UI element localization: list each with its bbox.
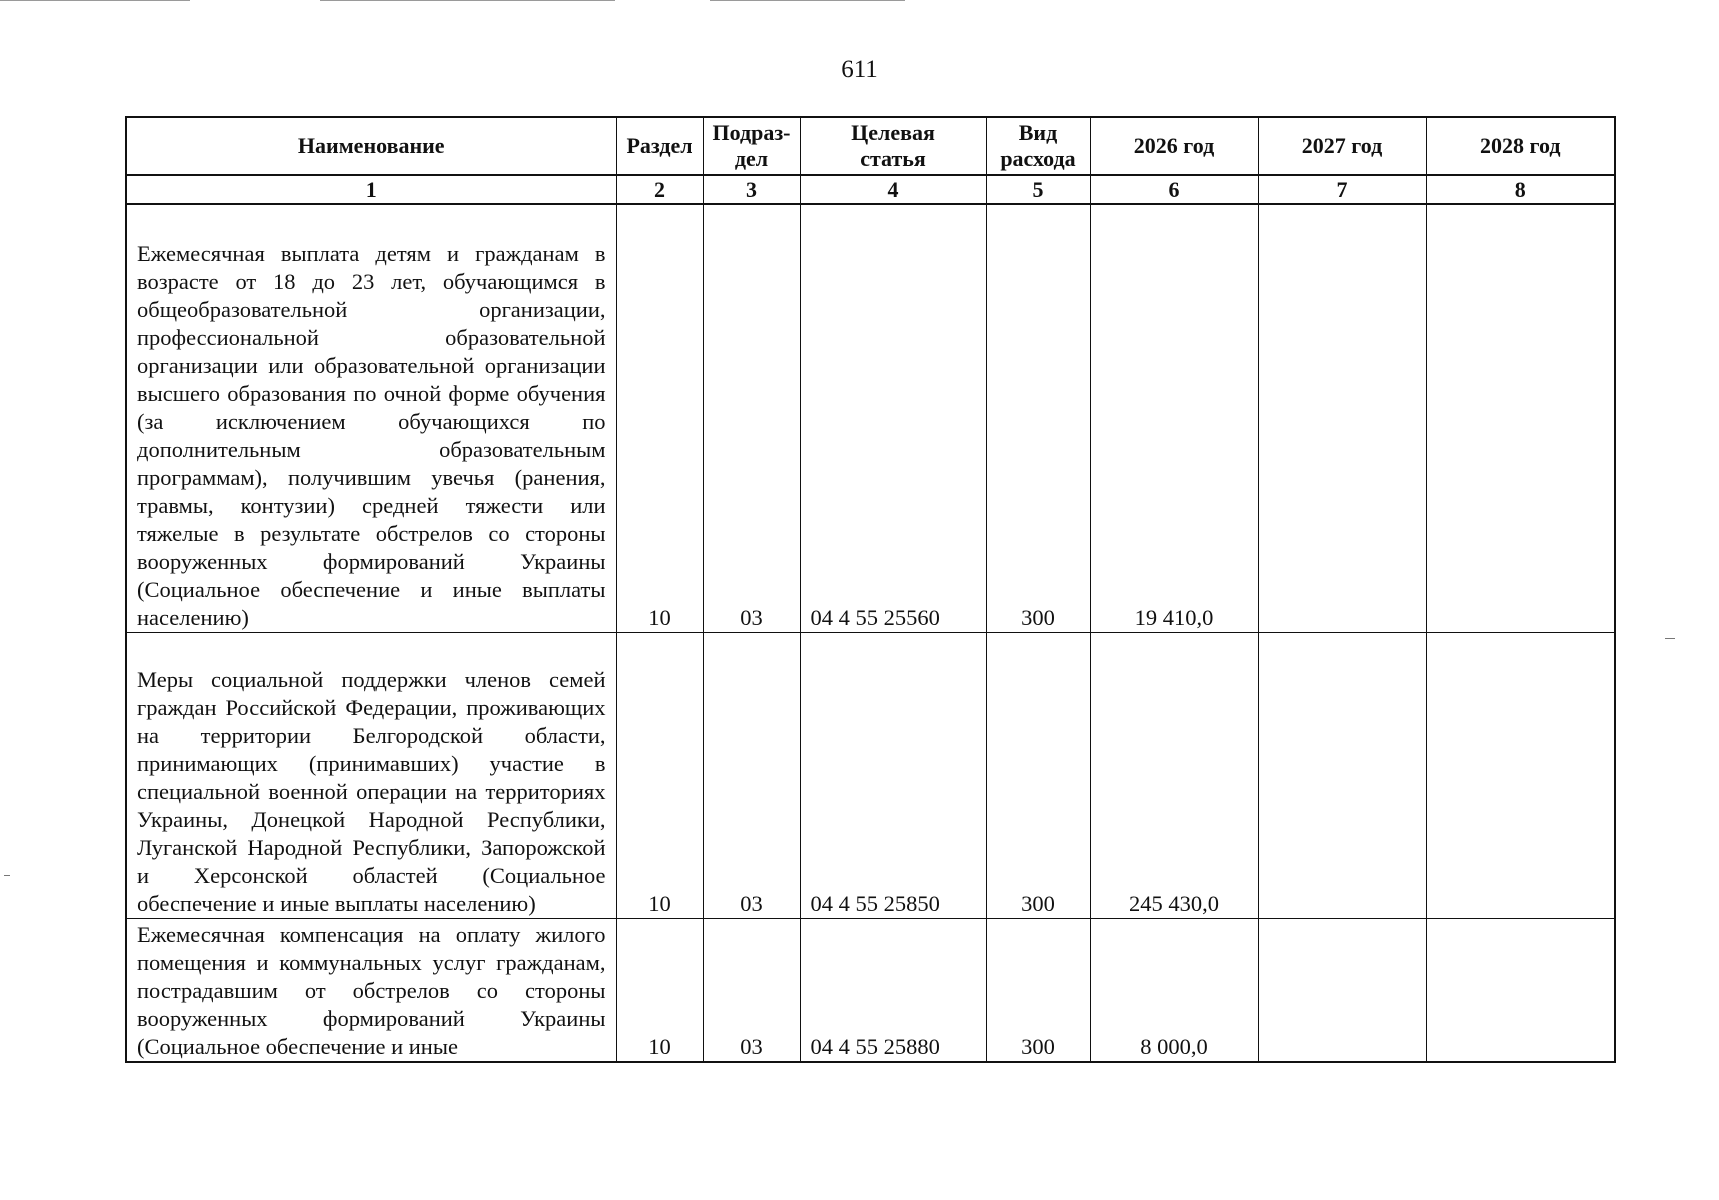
row-section: 10 bbox=[616, 204, 703, 632]
table-row bbox=[126, 918, 1615, 1062]
column-number: 7 bbox=[1258, 175, 1426, 204]
row-year-2026: 19 410,0 bbox=[1090, 204, 1258, 632]
column-number: 8 bbox=[1426, 175, 1615, 204]
header-year-2027: 2027 год bbox=[1258, 117, 1426, 175]
column-number: 2 bbox=[616, 175, 703, 204]
column-number: 6 bbox=[1090, 175, 1258, 204]
table-header-row bbox=[126, 117, 1615, 175]
row-section: 10 bbox=[616, 632, 703, 918]
header-expense-type: Вид расхода bbox=[986, 117, 1090, 175]
header-target-article: Целевая статья bbox=[800, 117, 986, 175]
row-expense-type: 300 bbox=[986, 204, 1090, 632]
row-year-2027 bbox=[1258, 204, 1426, 632]
row-expense-type: 300 bbox=[986, 918, 1090, 1062]
header-year-2026: 2026 год bbox=[1090, 117, 1258, 175]
table-row bbox=[126, 204, 1615, 632]
row-year-2026: 245 430,0 bbox=[1090, 632, 1258, 918]
header-name: Наименование bbox=[126, 117, 616, 175]
scan-artifact-line bbox=[0, 0, 190, 1]
column-number-row bbox=[126, 175, 1615, 204]
scan-artifact-line bbox=[320, 0, 615, 1]
row-subsection: 03 bbox=[703, 204, 800, 632]
row-target-article: 04 4 55 25880 bbox=[800, 918, 986, 1062]
column-number: 4 bbox=[800, 175, 986, 204]
column-number: 1 bbox=[126, 175, 616, 204]
scan-artifact-dot bbox=[1665, 638, 1675, 639]
row-year-2027 bbox=[1258, 632, 1426, 918]
row-target-article: 04 4 55 25850 bbox=[800, 632, 986, 918]
row-subsection: 03 bbox=[703, 632, 800, 918]
row-section: 10 bbox=[616, 918, 703, 1062]
row-year-2026: 8 000,0 bbox=[1090, 918, 1258, 1062]
row-year-2028 bbox=[1426, 918, 1615, 1062]
table-row bbox=[126, 632, 1615, 918]
column-number: 3 bbox=[703, 175, 800, 204]
row-subsection: 03 bbox=[703, 918, 800, 1062]
page-number: 611 bbox=[841, 56, 878, 83]
row-year-2027 bbox=[1258, 918, 1426, 1062]
scan-artifact-dot bbox=[4, 875, 10, 876]
row-name: Меры социальной поддержки членов семей граждан Российской Федерации, проживающих на территории Белгородской области, принимающих (принимавших) участие в специальной военной операции на территориях Украины, Донецкой Народной Республики, Луганской Народной Республики, Запорожской и Херсонской областей (Социальное обеспечение и иные выплаты населению) bbox=[126, 632, 616, 918]
row-name: Ежемесячная выплата детям и гражданам в возрасте от 18 до 23 лет, обучающимся в общеобразовательной организации, профессиональной образовательной организации или образовательной организации высшего образования по очной форме обучения (за исключением обучающихся по дополнительным образовательным программам), получившим увечья (ранения, травмы, контузии) средней тяжести или тяжелые в результате обстрелов со стороны вооруженных формирований Украины (Социальное обеспечение и иные выплаты населению) bbox=[126, 204, 616, 632]
row-year-2028 bbox=[1426, 204, 1615, 632]
row-year-2028 bbox=[1426, 632, 1615, 918]
column-number: 5 bbox=[986, 175, 1090, 204]
header-year-2028: 2028 год bbox=[1426, 117, 1615, 175]
scan-artifact-line bbox=[710, 0, 905, 1]
header-subsection: Подраз- дел bbox=[703, 117, 800, 175]
row-target-article: 04 4 55 25560 bbox=[800, 204, 986, 632]
row-expense-type: 300 bbox=[986, 632, 1090, 918]
row-name: Ежемесячная компенсация на оплату жилого помещения и коммунальных услуг гражданам, пострадавшим от обстрелов со стороны вооруженных формирований Украины (Социальное обеспечение и иные bbox=[126, 918, 616, 1062]
budget-allocation-table bbox=[125, 116, 1616, 1063]
header-section: Раздел bbox=[616, 117, 703, 175]
